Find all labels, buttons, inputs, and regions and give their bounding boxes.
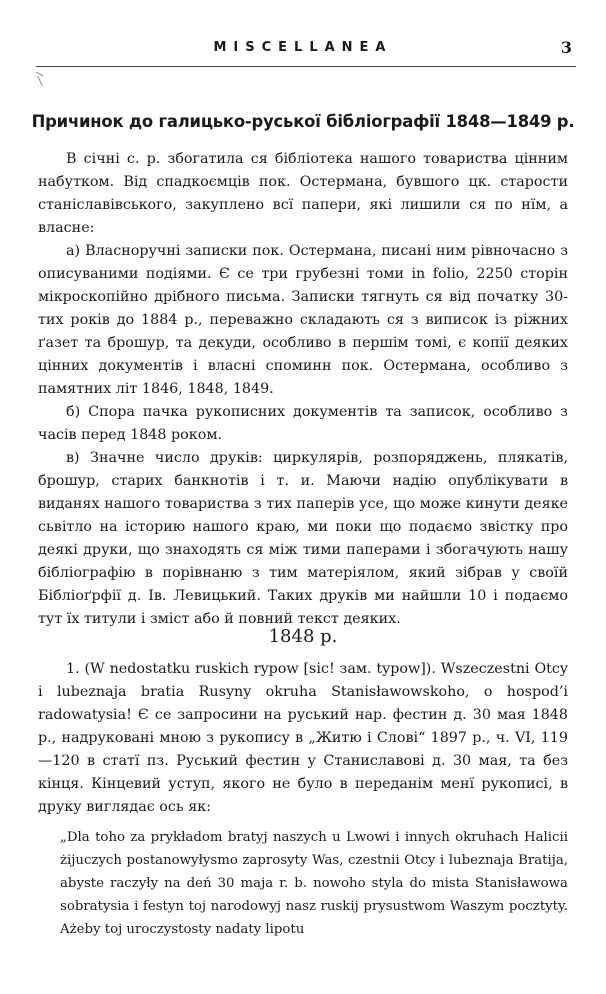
- quote-paragraph: „Dla toho za prykładom bratyj naszych u Lwowi i innych okruhach Halicii żijuczych postanowyłysmo zaprosyty Was, czestnii Otcy i lubeznaja Bratija, abyste raczyły na deń 30 maja r. b. nowoho styla do mista Stanisławowa sobratysia i festyn toj narodowyj nasz ruskij prysustwom Waszym pocztyty. Ażeby toj uroczystosty nadaty lipotu: [60, 830, 568, 937]
- running-head: [0, 38, 606, 58]
- header-rule: [36, 66, 576, 67]
- quote-section: [60, 826, 568, 941]
- entry-paragraph: 1. (W nedostatku ruskich rypow [sic! зам. typow]). Wszeczestni Otcy i lubeznaja bratia Rusyny okruha Stanisławowskoho, o hospod’i radowatysia! Є се запросини на руський нар. фестин д. 30 мая 1848 р., надруковані мною з рукопису в „Житю і Слові“ 1897 р., ч. VI, 119—120 в статї пз. Руський фестин у Станиславові д. 30 мая, та без кінця. Кінцевий уступ, якого не було в переданім менї рукописі, в друку виглядає ось як:: [38, 661, 568, 815]
- paragraph: В січні с. р. збогатила ся бібліотека нашого товариства цінним набутком. Від спадкоємців пок. Остермана, бувшого цк. старости станіславівського, закуплено всї папери, які лишили ся по нїм, а власне:: [38, 151, 568, 236]
- intro-section: [38, 148, 568, 631]
- paragraph: в) Значне число друків: циркулярів, розпоряджень, плякатів, брошур, старих банкнотів і т. и. Маючи надію опублікувати в виданях нашого товариства з тих паперів усе, що може кинути деяке сьвітло на історию нашого краю, ми поки що подаємо звістку про деякі друки, що знаходять ся між тими паперами і збогачують нашу бібліографію в порівнаню з тим матеріялом, який зібрав у своїй Бібліоґрфії д. Ів. Левицький. Таких друків ми найшли 10 і подаємо тут їх титули і зміст або й повний текст деяких.: [38, 450, 568, 627]
- section-heading: 1848 р.: [268, 626, 338, 647]
- pencil-mark: [34, 70, 56, 92]
- entry-section: [38, 658, 568, 819]
- page-number: 3: [560, 38, 572, 57]
- article-title: Причинок до галицько-руської бібліографії 1848—1849 р.: [31, 112, 575, 131]
- paragraph: б) Спора пачка рукописних документів та записок, особливо з часів перед 1848 роком.: [38, 404, 568, 443]
- paragraph: а) Власноручні записки пок. Остермана, писані ним рівночасно з описуваними подіями. Є се три грубезні томи in folio, 2250 сторін мікроскопійно дрібного письма. Записки тягнуть ся від початку 30-тих років до 1884 р., переважно складають ся з виписок із ріжних ґазет та брошур, та декуди, особливо в першім томі, є копії деяких цінних документів і власні споминн пок. Остермана, особливо з памятних літ 1846, 1848, 1849.: [38, 243, 568, 397]
- running-head-title: MISCELLANEA: [213, 40, 393, 55]
